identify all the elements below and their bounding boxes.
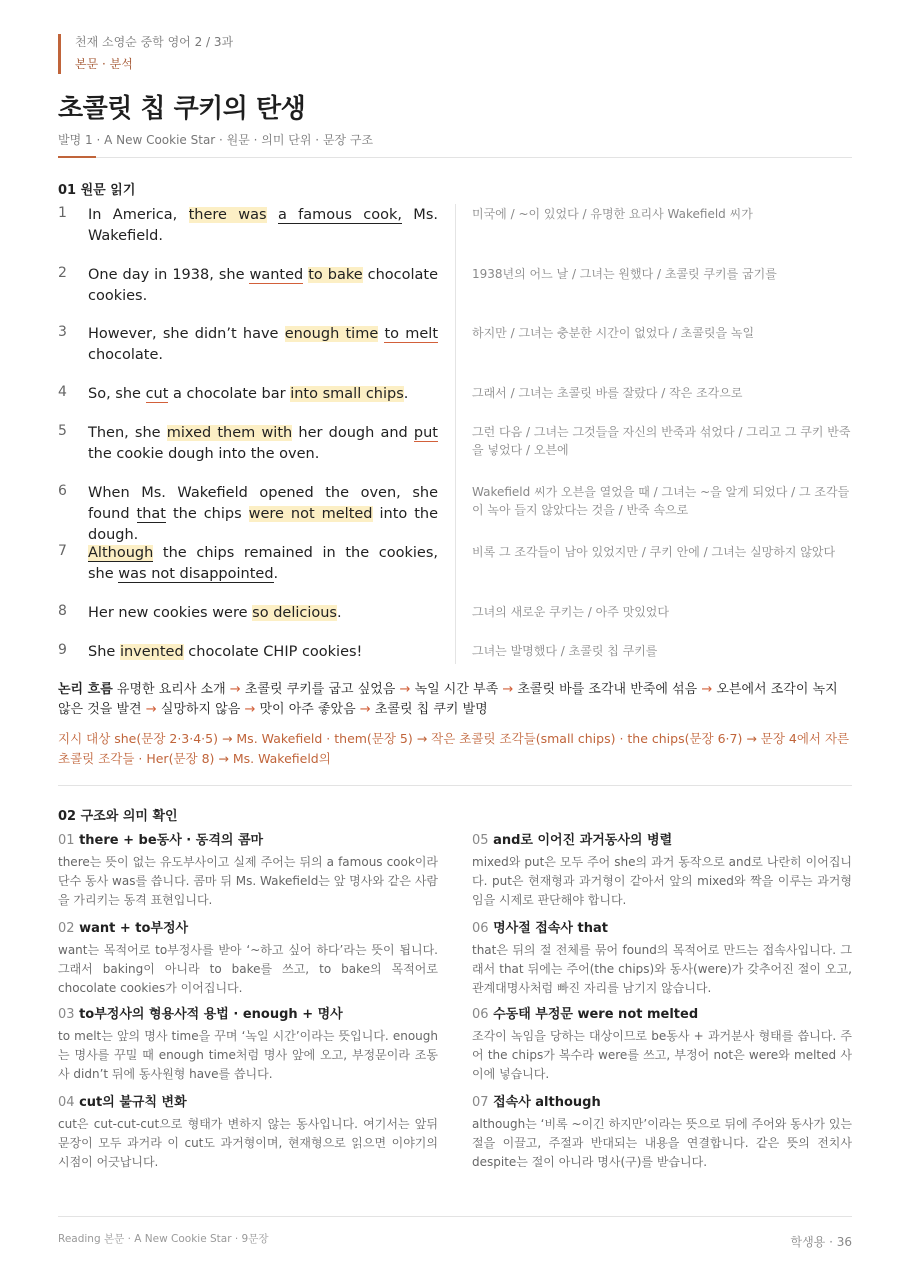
sentence-english: When Ms. Wakefield opened the oven, she found that the chips were not melted into the dough. xyxy=(88,485,439,543)
reference-note: 지시 대상 she(문장 2·3·4·5) → Ms. Wakefield · them(문장 5) → 작은 초콜릿 조각들(small chips) · the chips(문장 6·7) → 문장 4에서 자른 초콜릿 조각들 · Her(문장 8) → Ms. Wakefield의 xyxy=(58,731,850,766)
sentence-number: 9 xyxy=(58,642,67,658)
sentence-number: 3 xyxy=(58,324,67,340)
section-heading-structure: 02 구조와 의미 확인 xyxy=(58,809,178,824)
underline: to melt xyxy=(384,326,439,342)
highlight: into small chips xyxy=(290,386,404,402)
logic-flow: 논리 흐름 유명한 요리사 소개 → 초콜릿 쿠키를 굽고 싶었음 → 녹일 시간 부족 → 초콜릿 바를 조각내 반죽에 섞음 → 오븐에서 조각이 녹지 않은 것을 발견 → 실망하지 않음 → 맛이 아주 좋았음 → 초콜릿 칩 쿠키 발명 xyxy=(58,682,838,717)
divider xyxy=(58,157,852,158)
sentence-english: She invented chocolate CHIP cookies! xyxy=(88,644,363,660)
sentence-korean: 그런 다음 / 그녀는 그것들을 자신의 반죽과 섞었다 / 그리고 그 쿠키 반죽을 넣었다 / 오븐에 xyxy=(472,425,851,457)
grammar-body: to melt는 앞의 명사 time을 꾸며 ‘녹일 시간’이라는 뜻입니다. enough는 명사를 꾸밀 때 enough time처럼 명사 앞에 오고, 부정문이라 조동사 didn’t 뒤에 동사원형 have를 씁니다. xyxy=(58,1029,438,1081)
sentence-korean: 미국에 / ~이 있었다 / 유명한 요리사 Wakefield 씨가 xyxy=(472,207,753,221)
sentence-korean: 그녀는 발명했다 / 초콜릿 칩 쿠키를 xyxy=(472,644,658,658)
sentence-number: 1 xyxy=(58,205,67,221)
sentence-english: So, she cut a chocolate bar into small chips. xyxy=(88,386,409,402)
grammar-body: 조각이 녹임을 당하는 대상이므로 be동사 + 과거분사 형태를 씁니다. 주어 the chips가 복수라 were를 쓰고, 부정어 not은 were와 melted 사이에 넣습니다. xyxy=(472,1029,852,1081)
sentence-number: 4 xyxy=(58,384,67,400)
sentence-english: In America, there was a famous cook, Ms. Wakefield. xyxy=(88,207,438,244)
page-header xyxy=(58,34,233,74)
grammar-item: 04 cut의 불규칙 변화 cut은 cut-cut-cut으로 형태가 변하지 않는 동사입니다. 여기서는 앞뒤 문장이 모두 과거라 이 cut도 과거형이며, 현재형으로 읽으면 이야기의 시점이 어긋납니다. xyxy=(58,1094,438,1172)
grammar-item: 05 and로 이어진 과거동사의 병렬 mixed와 put은 모두 주어 she의 과거 동작으로 and로 나란히 이어집니다. put은 현재형과 과거형이 같아서 앞의 mixed와 짝을 이루는 과거형임을 시제로 판단해야 합니다. xyxy=(472,832,852,910)
grammar-item: 07 접속사 although although는 ‘비록 ~이긴 하지만’이라는 뜻으로 뒤에 주어와 동사가 있는 절을 이끌고, 주절과 반대되는 내용을 연결합니다. 같은 뜻의 전치사 despite는 절이 아니라 명사(구)를 받습니다. xyxy=(472,1094,852,1172)
grammar-body: that은 뒤의 절 전체를 묶어 found의 목적어로 만드는 접속사입니다. 그래서 that 뒤에는 주어(the chips)와 동사(were)가 갖추어진 절이 오고, 관계대명사처럼 빠진 자리를 남기지 않습니다. xyxy=(472,943,852,995)
sentence-english: Although the chips remained in the cookies, she was not disappointed. xyxy=(88,545,438,582)
page-title: 초콜릿 칩 쿠키의 탄생 xyxy=(58,94,306,124)
sentence-number: 6 xyxy=(58,483,67,499)
grammar-item: 01 there + be동사 · 동격의 콤마 there는 뜻이 없는 유도부사이고 실제 주어는 뒤의 a famous cook이라 단수 동사 was를 씁니다. 콤마 뒤 Ms. Wakefield는 앞 명사와 같은 사람을 가리키는 동격 표현입니다. xyxy=(58,832,438,910)
grammar-item: 06 수동태 부정문 were not melted 조각이 녹임을 당하는 대상이므로 be동사 + 과거분사 형태를 씁니다. 주어 the chips가 복수라 were를 쓰고, 부정어 not은 were와 melted 사이에 넣습니다. xyxy=(472,1006,852,1084)
grammar-title: 수동태 부정문 were not melted xyxy=(493,1007,699,1022)
highlight: enough time xyxy=(284,326,379,342)
sentence-korean: 하지만 / 그녀는 충분한 시간이 없었다 / 초콜릿을 녹일 xyxy=(472,326,755,340)
accent-divider xyxy=(58,156,96,158)
grammar-body: cut은 cut-cut-cut으로 형태가 변하지 않는 동사입니다. 여기서는 앞뒤 문장이 모두 과거라 이 cut도 과거형이며, 현재형으로 읽으면 이야기의 시점이 어긋납니다. xyxy=(58,1117,438,1169)
divider xyxy=(58,785,852,786)
highlight: Although xyxy=(88,545,154,561)
sentence-korean: Wakefield 씨가 오븐을 열었을 때 / 그녀는 ~을 알게 되었다 / 그 조각들이 녹아 들지 않았다는 것을 / 반죽 속으로 xyxy=(472,485,850,517)
underline: wanted xyxy=(249,267,304,283)
grammar-title: cut의 불규칙 변화 xyxy=(79,1095,187,1110)
underline: was not disappointed xyxy=(118,566,274,582)
sentence-number: 2 xyxy=(58,265,67,281)
sentence-number: 8 xyxy=(58,603,67,619)
page-subtitle: 발명 1 · A New Cookie Star · 원문 · 의미 단위 · 문장 구조 xyxy=(58,133,374,147)
underline: a famous cook, xyxy=(277,207,402,223)
grammar-title: 접속사 although xyxy=(493,1095,601,1110)
sentence-number: 7 xyxy=(58,543,67,559)
grammar-item: 06 명사절 접속사 that that은 뒤의 절 전체를 묶어 found의 목적어로 만드는 접속사입니다. 그래서 that 뒤에는 주어(the chips)와 동사(were)가 갖추어진 절이 오고, 관계대명사처럼 빠진 자리를 남기지 않습니다. xyxy=(472,920,852,998)
underline: put xyxy=(413,425,438,441)
sentence-number: 5 xyxy=(58,423,67,439)
grammar-title: 명사절 접속사 that xyxy=(493,921,608,936)
section-heading-reading: 01 원문 읽기 xyxy=(58,183,136,198)
page-number: 학생용 · 36 xyxy=(790,1235,852,1249)
grammar-item: 03 to부정사의 형용사적 용법 · enough + 명사 to melt는 앞의 명사 time을 꾸며 ‘녹일 시간’이라는 뜻입니다. enough는 명사를 꾸밀 때 enough time처럼 명사 앞에 오고, 부정문이라 조동사 didn’t 뒤에 동사원형 have를 씁니다. xyxy=(58,1006,438,1084)
grammar-body: although는 ‘비록 ~이긴 하지만’이라는 뜻으로 뒤에 주어와 동사가 있는 절을 이끌고, 주절과 반대되는 내용을 연결합니다. 같은 뜻의 전치사 despite는 절이 아니라 명사(구)를 받습니다. xyxy=(472,1117,852,1169)
grammar-title: there + be동사 · 동격의 콤마 xyxy=(79,833,264,848)
highlight: were not melted xyxy=(248,506,373,522)
grammar-body: there는 뜻이 없는 유도부사이고 실제 주어는 뒤의 a famous cook이라 단수 동사 was를 씁니다. 콤마 뒤 Ms. Wakefield는 앞 명사와 같은 사람을 가리키는 동격 표현입니다. xyxy=(58,855,438,907)
grammar-title: to부정사의 형용사적 용법 · enough + 명사 xyxy=(79,1007,343,1022)
sentence-english: Then, she mixed them with her dough and put the cookie dough into the oven. xyxy=(88,425,438,462)
grammar-body: want는 목적어로 to부정사를 받아 ‘~하고 싶어 하다’라는 뜻이 됩니다. 그래서 baking이 아니라 to bake를 쓰고, to bake의 목적어로 chocolate cookies가 이어집니다. xyxy=(58,943,438,995)
highlight: mixed them with xyxy=(166,425,293,441)
grammar-title: want + to부정사 xyxy=(79,921,189,936)
footer-left: Reading 본문 · A New Cookie Star · 9문장 xyxy=(58,1233,269,1245)
footer-divider xyxy=(58,1216,852,1217)
sentence-english: Her new cookies were so delicious. xyxy=(88,605,342,621)
sentence-korean: 그녀의 새로운 쿠키는 / 아주 맛있었다 xyxy=(472,605,669,619)
sentence-english: However, she didn’t have enough time to melt chocolate. xyxy=(88,326,439,363)
section-label: 본문 · 분석 xyxy=(75,57,133,71)
highlight: so delicious xyxy=(252,605,337,621)
highlight: to bake xyxy=(308,267,363,283)
flow-label: 논리 흐름 xyxy=(58,682,113,697)
column-divider xyxy=(455,204,456,664)
sentence-korean: 1938년의 어느 날 / 그녀는 원했다 / 초콜릿 쿠키를 굽기를 xyxy=(472,267,777,281)
highlight: invented xyxy=(119,644,184,660)
sentence-korean: 그래서 / 그녀는 초콜릿 바를 잘랐다 / 작은 조각으로 xyxy=(472,386,743,400)
grammar-body: mixed와 put은 모두 주어 she의 과거 동작으로 and로 나란히 이어집니다. put은 현재형과 과거형이 같아서 앞의 mixed와 짝을 이루는 과거형임을 시제로 판단해야 합니다. xyxy=(472,855,852,907)
sentence-english: One day in 1938, she wanted to bake chocolate cookies. xyxy=(88,267,438,304)
grammar-title: and로 이어진 과거동사의 병렬 xyxy=(493,833,673,848)
sentence-korean: 비록 그 조각들이 남아 있었지만 / 쿠키 안에 / 그녀는 실망하지 않았다 xyxy=(472,545,836,559)
underline: cut xyxy=(145,386,169,402)
grammar-item: 02 want + to부정사 want는 목적어로 to부정사를 받아 ‘~하고 싶어 하다’라는 뜻이 됩니다. 그래서 baking이 아니라 to bake를 쓰고, to bake의 목적어로 chocolate cookies가 이어집니다. xyxy=(58,920,438,998)
course-label: 천재 소영순 중학 영어 2 / 3과 xyxy=(75,35,234,49)
highlight: there was xyxy=(188,207,267,223)
underline: that xyxy=(136,506,166,522)
